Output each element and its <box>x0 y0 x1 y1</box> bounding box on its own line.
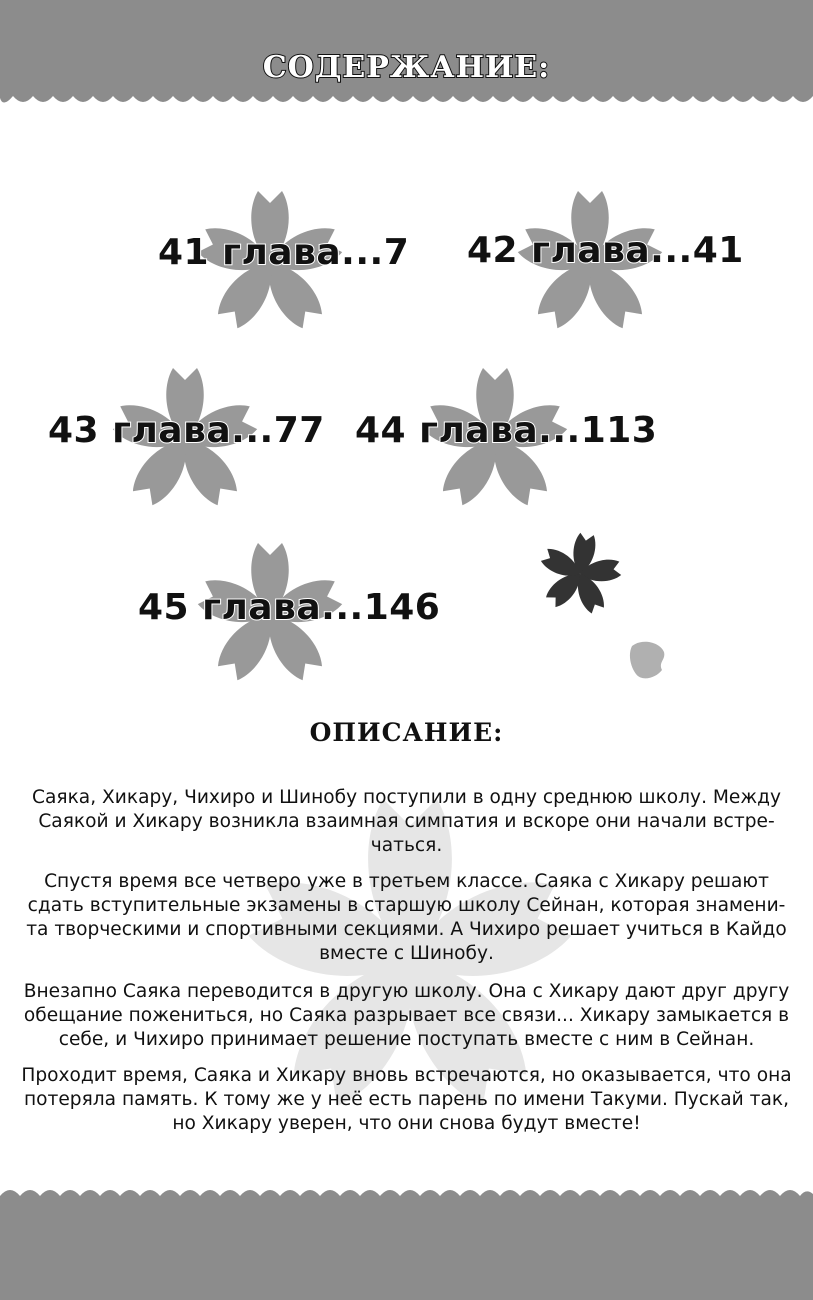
page-title: СОДЕРЖАНИЕ: <box>262 50 551 85</box>
chapter-42-entry: 42 глава...41 <box>467 230 744 271</box>
chapter-45-entry: 45 глава...146 <box>138 587 441 628</box>
description-heading: ОПИСАНИЕ: <box>309 718 504 747</box>
bottom-footer-band <box>0 1182 813 1300</box>
paragraph-text: Внезапно Саяка переводится в другую школу. Она с Хикару дают друг другу обещание пожениться, но Саяка разрывает все связи... Хикару замыкается в себе, и Чихиро принимает решение поступать вместе с ним в Сейнан. <box>23 981 790 1050</box>
description-paragraph <box>20 786 793 858</box>
description-paragraph <box>20 1064 793 1136</box>
chapter-41-entry: 41 глава...7 <box>158 232 410 273</box>
paragraph-text: Спустя время все четверо уже в третьем классе. Саяка с Хикару решают сдать вступительные экзамены в старшую школу Сейнан, которая знамени-та творческими и спортивными секциями. А Чихиро решает учиться в Кайдо вместе с Шинобу. <box>26 871 787 964</box>
description-paragraph <box>20 980 793 1052</box>
paragraph-text: Саяка, Хикару, Чихиро и Шинобу поступили в одну среднюю школу. Между Саякой и Хикару возникла взаимная симпатия и вскоре они начали встре-чаться. <box>32 787 781 856</box>
chapter-43-entry: 43 глава...77 <box>48 410 325 451</box>
falling-petal-icon <box>628 640 668 684</box>
chapter-44-entry: 44 глава...113 <box>355 410 658 451</box>
description-paragraph <box>20 870 793 966</box>
paragraph-text: Проходит время, Саяка и Хикару вновь встречаются, но оказывается, что она потеряла память. К тому же у неё есть парень по имени Такуми. Пускай так, но Хикару уверен, что они снова будут вместе! <box>21 1065 792 1134</box>
dark-flower-icon <box>532 526 628 622</box>
